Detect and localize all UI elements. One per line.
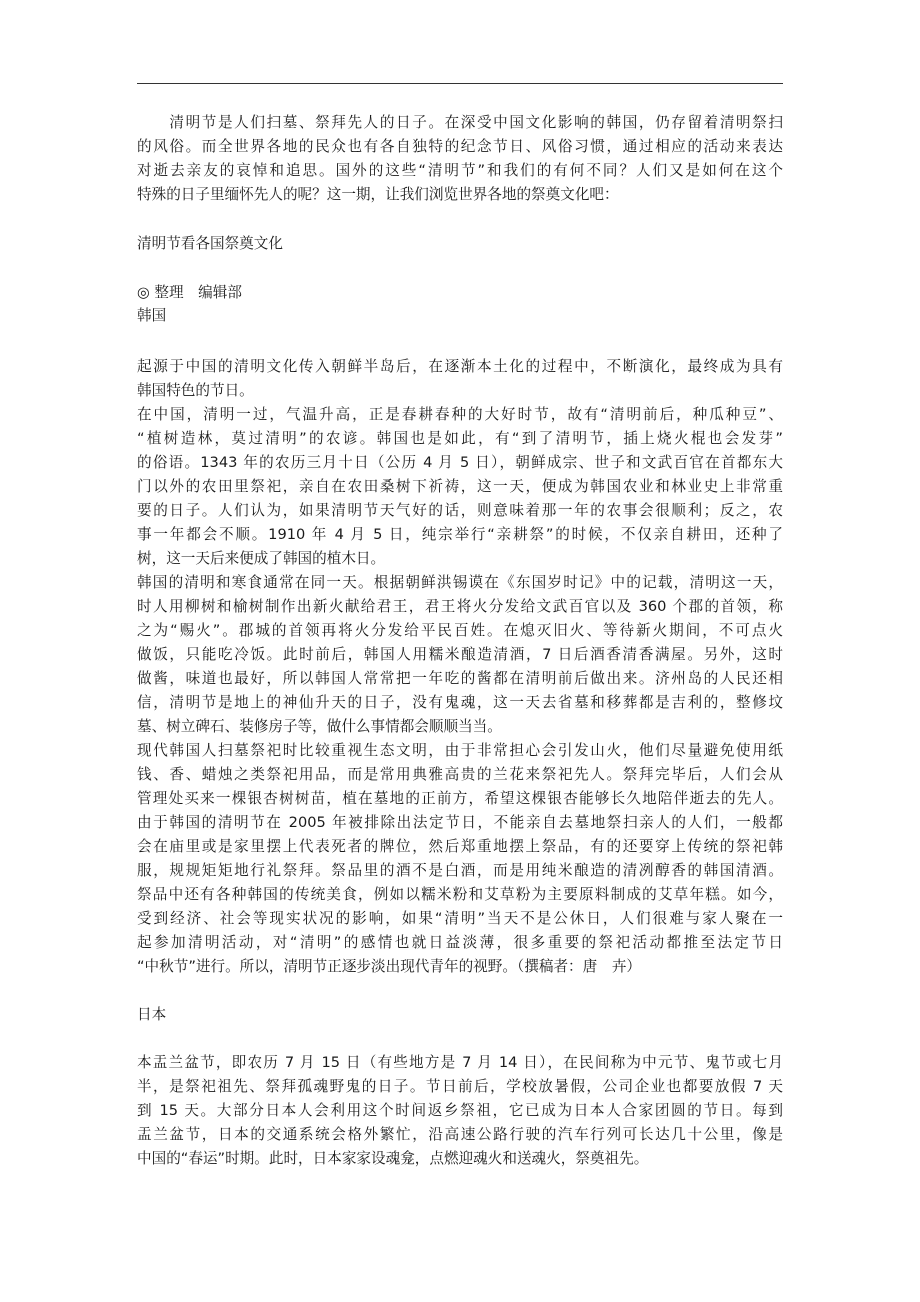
text-line: 清明节是人们扫墓、祭拜先人的日子。在深受中国文化影响的韩国，仍存留着清明祭扫 [137,114,783,131]
text-line: 韩国特色的节日。 [137,382,254,399]
text-line: 在中国，清明一过，气温升高，正是春耕春种的大好时节，故有“清明前后，种瓜种豆”、 [137,406,783,423]
text-line: 盂兰盆节，日本的交通系统会格外繁忙，沿高速公路行驶的汽车行列可长达几十公里，像是 [137,1126,783,1143]
korea-section-body [137,355,783,979]
text-line: 做饭，只能吃冷饭。此时前后，韩国人用糯米酿造清酒，7 日后酒香清香满屋。另外，这时 [137,646,783,663]
text-line: 服，规规矩矩地行礼祭拜。祭品里的酒不是白酒，而是用纯米酿造的清冽醇香的韩国清酒。 [137,862,783,879]
text-line: 的风俗。而全世界各地的民众也有各自独特的纪念节日、风俗习惯，通过相应的活动来表达 [137,138,783,155]
section-heading-japan: 日本 [137,1006,167,1023]
text-line: 特殊的日子里缅怀先人的呢？这一期，让我们浏览世界各地的祭奠文化吧： [137,186,619,203]
intro-paragraph [137,111,783,207]
text-line: 门以外的农田里祭祀，亲自在农田桑树下祈祷，这一天，便成为韩国农业和林业史上非常重 [137,478,783,495]
text-line: 事一年都会不顺。1910 年 4 月 5 日，纯宗举行“亲耕祭”的时候，不仅亲自耕田，还种了 [137,526,783,543]
text-line: 由于韩国的清明节在 2005 年被排除出法定节日，不能亲自去墓地祭扫亲人的人们，一般都 [137,814,783,831]
text-line: 起参加清明活动，对“清明”的感情也就日益淡薄，很多重要的祭祀活动都推至法定节日 [137,934,783,951]
text-line: 要的日子。人们认为，如果清明节天气好的话，则意味着那一年的农事会很顺利；反之，农 [137,502,783,519]
text-line: 到 15 天。大部分日本人会利用这个时间返乡祭祖，它已成为日本人合家团圆的节日。每到 [137,1102,783,1119]
text-line: 之为“赐火”。郡城的首领再将火分发给平民百姓。在熄灭旧火、等待新火期间，不可点火 [137,622,783,639]
text-line: 韩国的清明和寒食通常在同一天。根据朝鲜洪锡谟在《东国岁时记》中的记载，清明这一天， [137,574,783,591]
text-line: 钱、香、蜡烛之类祭祀用品，而是常用典雅高贵的兰花来祭祀先人。祭拜完毕后，人们会从 [137,766,783,783]
text-line: “中秋节”进行。所以，清明节正逐步淡出现代青年的视野。（撰稿者：唐 卉） [137,958,642,975]
text-line: 起源于中国的清明文化传入朝鲜半岛后，在逐渐本土化的过程中，不断演化，最终成为具有 [137,358,783,375]
section-heading-korea: 韩国 [137,307,167,324]
text-line: 会在庙里或是家里摆上代表死者的牌位，然后郑重地摆上祭品，有的还要穿上传统的祭祀韩 [137,838,783,855]
text-line: 祭品中还有各种韩国的传统美食，例如以糯米粉和艾草粉为主要原料制成的艾草年糕。如今， [137,886,783,903]
text-line: 树，这一天后来便成了韩国的植木日。 [137,550,386,567]
text-line: 管理处买来一棵银杏树树苗，植在墓地的正前方，希望这棵银杏能够长久地陪伴逝去的先人。 [137,790,783,807]
header-rule [137,83,783,84]
text-line: 中国的“春运”时期。此时，日本家家设魂龛，点燃迎魂火和送魂火，祭奠祖先。 [137,1150,649,1167]
text-line: 现代韩国人扫墓祭祀时比较重视生态文明，由于非常担心会引发山火，他们尽量避免使用纸 [137,742,783,759]
text-line: 墓、树立碑石、装修房子等，做什么事情都会顺顺当当。 [137,718,502,735]
text-line: 时人用柳树和榆树制作出新火献给君王，君王将火分发给文武百官以及 360 个郡的首领，称 [137,598,783,615]
text-line: “植树造林，莫过清明”的农谚。韩国也是如此，有“到了清明节，插上烧火棍也会发芽” [137,430,783,447]
text-line: 做酱，味道也最好，所以韩国人常常把一年吃的酱都在清明前后做出来。济州岛的人民还相 [137,670,783,687]
text-line: 半，是祭祀祖先、祭拜孤魂野鬼的日子。节日前后，学校放暑假，公司企业也都要放假 7 天 [137,1078,783,1095]
text-line: 本盂兰盆节，即农历 7 月 15 日（有些地方是 7 月 14 日），在民间称为中元节、鬼节或七月 [137,1054,783,1071]
article-title: 清明节看各国祭奠文化 [137,235,283,252]
text-line: 的俗语。1343 年的农历三月十日（公历 4 月 5 日），朝鲜成宗、世子和文武百官在首都东大 [137,454,783,471]
text-line: 对逝去亲友的哀悼和追思。国外的这些“清明节”和我们的有何不同？人们又是如何在这个 [137,162,783,179]
byline: ◎ 整理 编辑部 [137,284,242,301]
text-line: 信，清明节是地上的神仙升天的日子，没有鬼魂，这一天去省墓和移葬都是吉利的，整修坟 [137,694,783,711]
text-line: 受到经济、社会等现实状况的影响，如果“清明”当天不是公休日，人们很难与家人聚在一 [137,910,783,927]
japan-section-body [137,1051,783,1171]
